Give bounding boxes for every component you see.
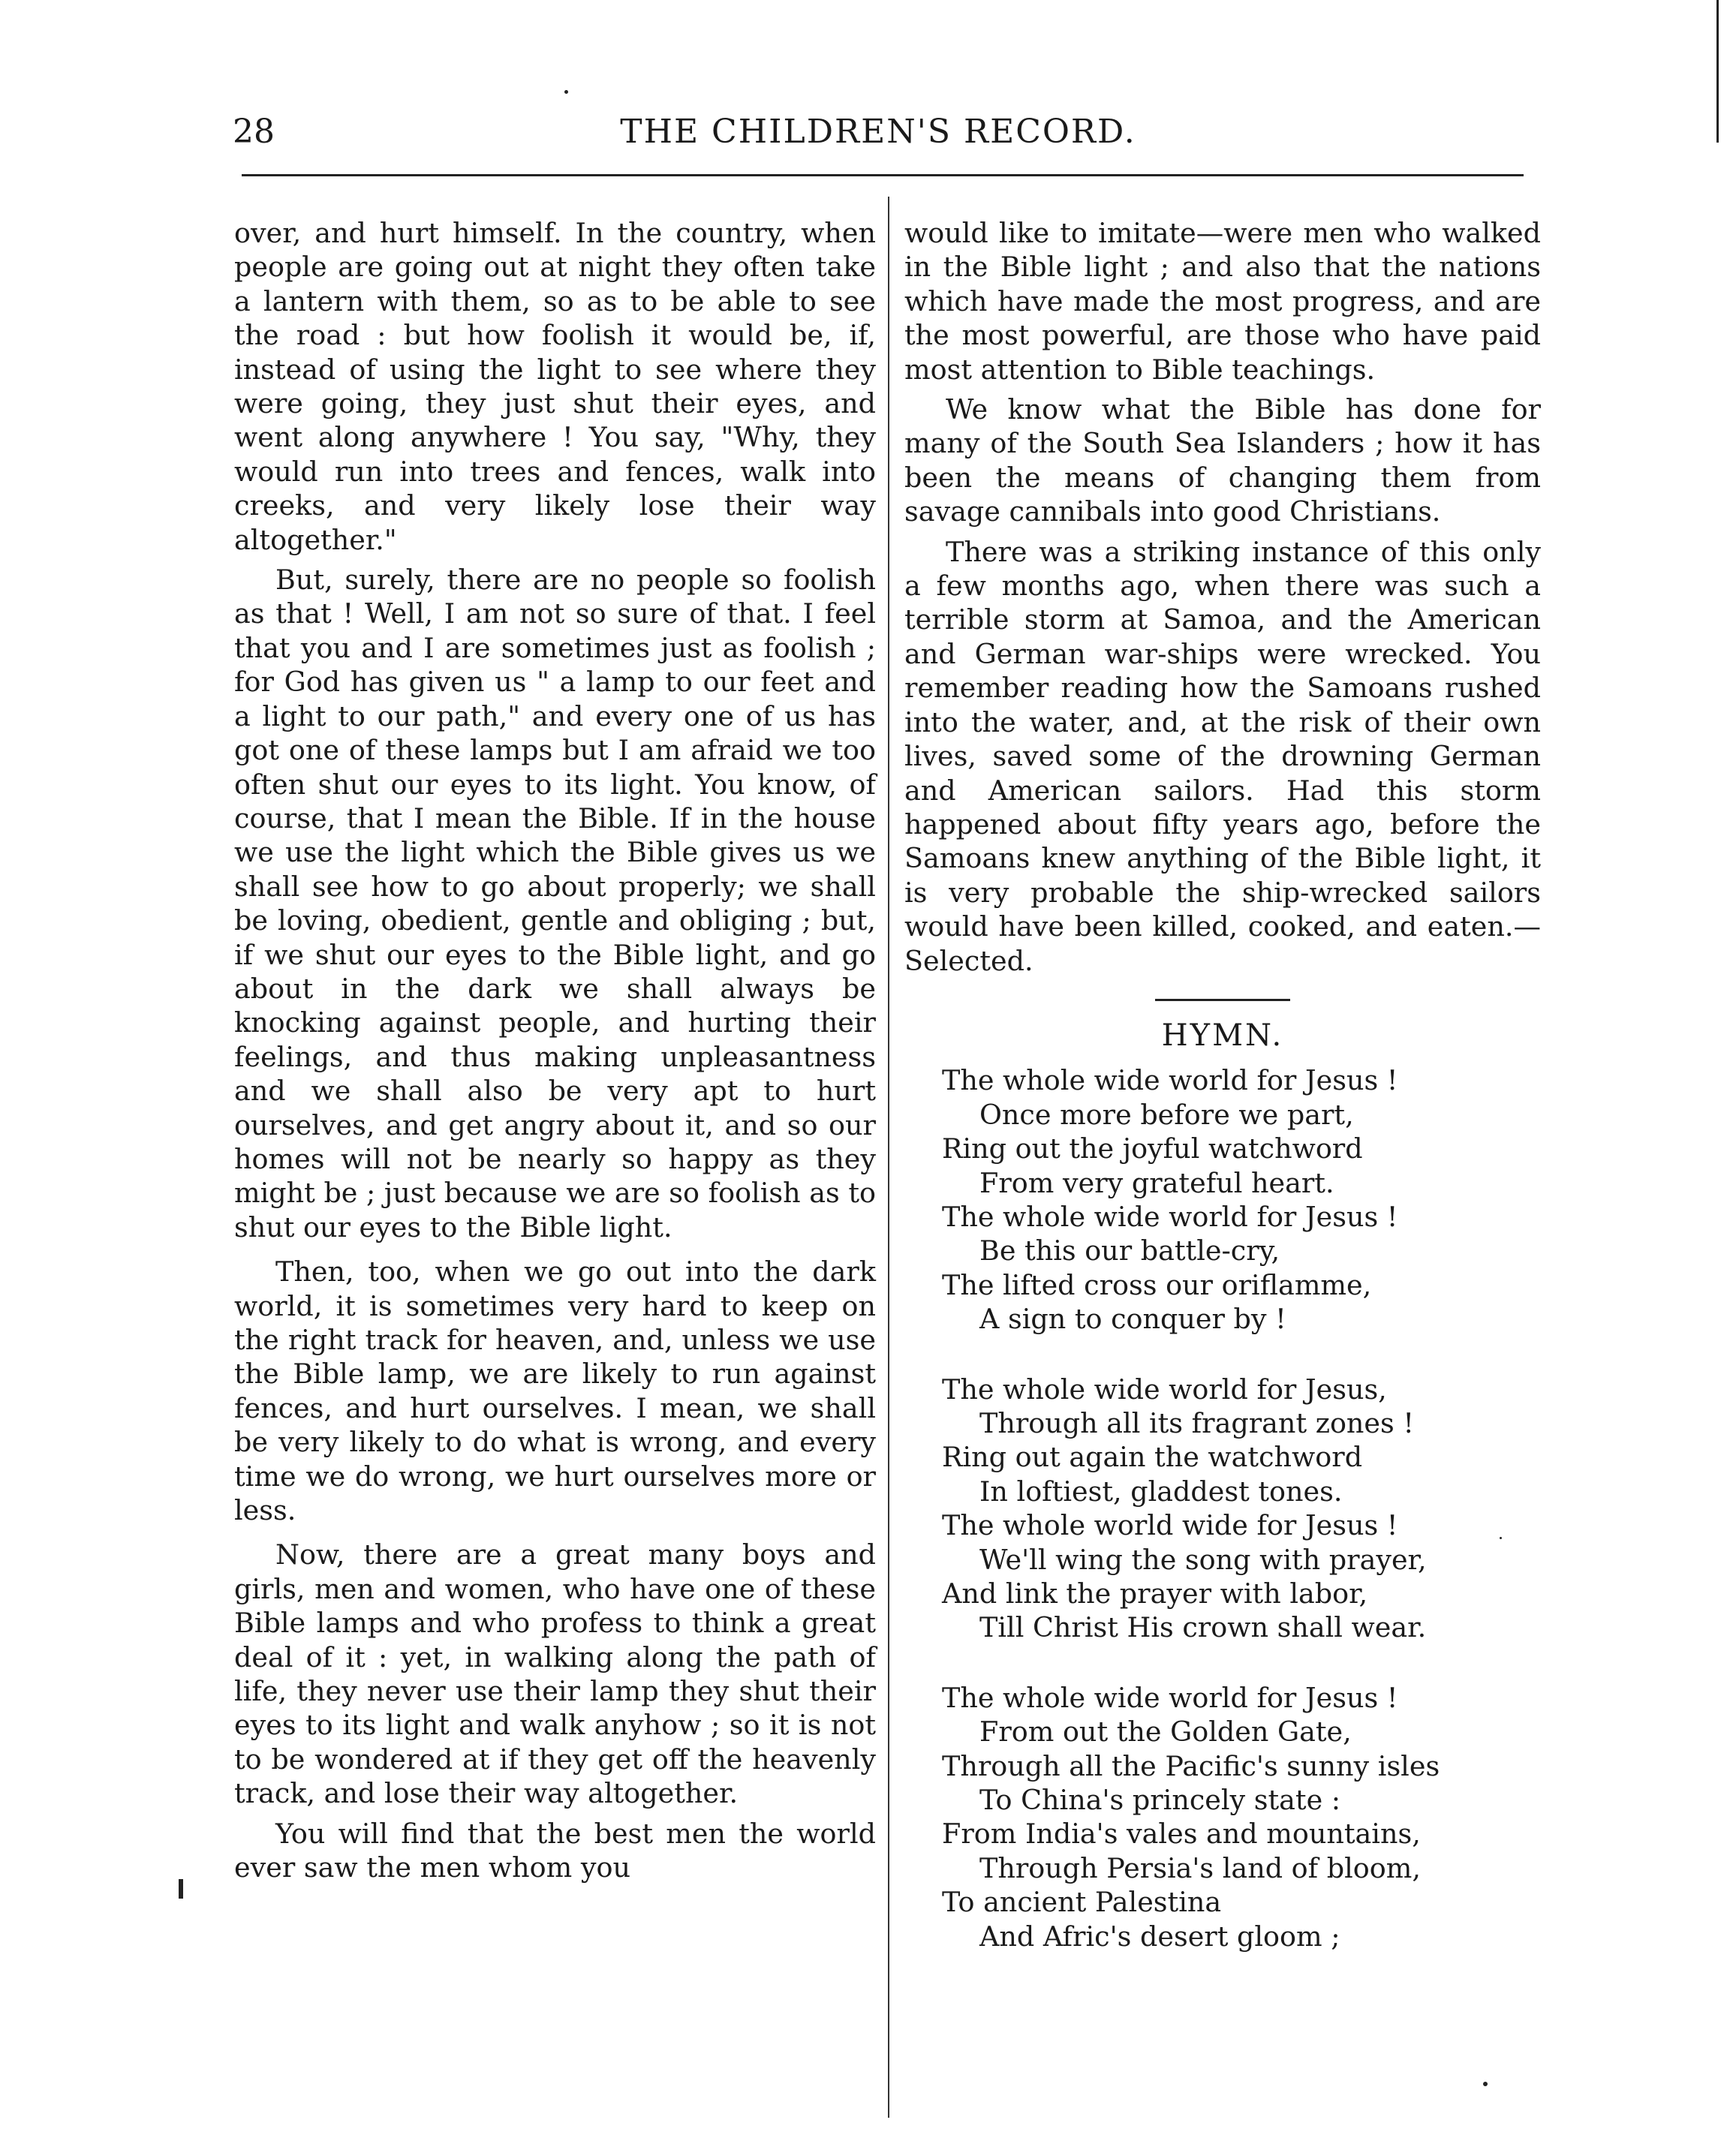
paragraph: Then, too, when we go out into the dark world, it is sometimes very hard to keep on the right track for heaven, and, unless we use the Bible lamp, we are likely to run against fences, and hurt ourselves. I mean, we shall be very likely to do what is wrong, and every time we do wrong, we hurt ourselves more or less. (234, 1255, 876, 1527)
paragraph: Now, there are a great many boys and girls, men and women, who have one of these Bible lamps and who profess to think a great deal of it : yet, in walking along the path of life, they never use their lamp they shut their eyes to its light and walk anyhow ; so it is not to be wondered at if they get off the heavenly track, and lose their way altogether. (234, 1538, 876, 1810)
hymn-line: Be this our battle-cry, (979, 1234, 1280, 1267)
scan-speck (1716, 0, 1719, 143)
hymn-title: HYMN. (1161, 1018, 1284, 1053)
paragraph: There was a striking instance of this only a few months ago, when there was such a terrible storm at Samoa, and the American and German war-ships were wrecked. You remember reading how the Samoans rushed into the water, and, at the risk of their own lives, saved some of the drowning German and American sailors. Had this storm happened about fifty years ago, before the Samoans knew anything of the Bible light, it is very probable the ship-wrecked sailors would have been killed, cooked, and eaten.—Selected. (904, 535, 1541, 977)
hymn-line: From out the Golden Gate, (979, 1716, 1352, 1749)
hymn-stanza (904, 1063, 1541, 1336)
hymn-line: The whole wide world for Jesus, (942, 1373, 1387, 1406)
paragraph: But, surely, there are no people so foolish as that ! Well, I am not so sure of that. I feel that you and I are sometimes just as foolish ; for God has given us " a lamp to our feet and a light to our path," and every one of us has got one of these lamps but I am afraid we too often shut our eyes to its light. You know, of course, that I mean the Bible. If in the house we use the light which the Bible gives us we shall see how to go about properly; we shall be loving, obedient, gentle and obliging ; but, if we shut our eyes to the Bible light, and go about in the dark we shall always be knocking against people, and hurting their feelings, and thus making unpleasantness and we shall also be very apt to hurt ourselves, and get angry about it, and so our homes will not be nearly so happy as they might be ; just because we are so foolish as to shut our eyes to the Bible light. (234, 564, 876, 1243)
paragraph: would like to imitate—were men who walked in the Bible light ; and also that the nations which have made the most progress, and are the most powerful, are those who have paid most attention to Bible teachings. (904, 217, 1541, 386)
hymn-line: In loftiest, gladdest tones. (979, 1475, 1343, 1508)
hymn-line: Ring out again the watchword (942, 1441, 1363, 1474)
hymn-line: Till Christ His crown shall wear. (979, 1611, 1427, 1644)
hymn-line: Through Persia's land of bloom, (979, 1851, 1421, 1884)
hymn-line: Through all the Pacific's sunny isles (942, 1749, 1440, 1782)
hymn-line: A sign to conquer by ! (979, 1303, 1286, 1336)
hymn-line: The lifted cross our oriflamme, (942, 1268, 1372, 1301)
running-title: THE CHILDREN'S RECORD. (620, 113, 1136, 151)
header-rule (242, 174, 1524, 176)
hymn-line: And link the prayer with labor, (942, 1577, 1368, 1610)
hymn-line: Ring out the joyful watchword (942, 1132, 1363, 1165)
hymn-line: Once more before we part, (979, 1098, 1354, 1131)
hymn-line: The whole wide world for Jesus ! (942, 1200, 1398, 1233)
left-column (234, 216, 876, 1885)
hymn-line: We'll wing the song with prayer, (979, 1543, 1427, 1576)
hymn-line: The whole wide world for Jesus ! (942, 1064, 1398, 1097)
scan-speck (1500, 1537, 1502, 1539)
hymn-line: From very grateful heart. (979, 1166, 1334, 1199)
paragraph: We know what the Bible has done for many of the South Sea Islanders ; how it has been the means of changing them from savage cannibals into good Christians. (904, 393, 1541, 528)
scan-speck (564, 90, 568, 94)
page-header (225, 113, 1531, 165)
scan-speck (179, 1879, 183, 1899)
hymn-line: And Afric's desert gloom ; (979, 1920, 1340, 1953)
hymn-line: To ancient Palestina (942, 1886, 1222, 1919)
right-column (904, 216, 1541, 1989)
paragraph: over, and hurt himself. In the country, when people are going out at night they often take a lantern with them, so as to be able to see the road : but how foolish it would be, if, instead of using the light to see where they were going, they just shut their eyes, and went along anywhere ! You say, "Why, they would run into trees and fences, walk into creeks, and very likely lose their way altogether." (234, 217, 876, 556)
hymn-line: Through all its fragrant zones ! (979, 1407, 1415, 1439)
hymn-line: The whole wide world for Jesus ! (942, 1681, 1398, 1714)
hymn-stanza (904, 1373, 1541, 1645)
hymn-line: The whole world wide for Jesus ! (942, 1509, 1398, 1542)
page-number: 28 (233, 113, 275, 151)
paragraph: You will find that the best men the world ever saw the men whom you (234, 1817, 876, 1884)
section-separator (1155, 999, 1290, 1001)
column-divider (888, 197, 889, 2118)
hymn-line: From India's vales and mountains, (942, 1818, 1421, 1851)
hymn-stanza (904, 1681, 1541, 1953)
hymn-line: To China's princely state : (979, 1784, 1341, 1817)
scan-speck (1483, 2082, 1488, 2086)
